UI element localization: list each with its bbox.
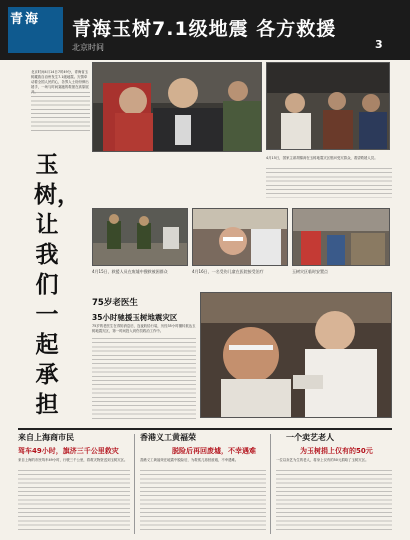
column-1-byline: 来自上海商市民 xyxy=(18,432,74,442)
page-number: 3 xyxy=(375,38,383,51)
column-divider-1 xyxy=(134,434,135,534)
intro-text-block xyxy=(31,92,90,132)
vertical-title: 玉树，让我们一起承担 xyxy=(34,152,80,418)
section-title: 青海 xyxy=(10,12,41,27)
rescue-photo-image xyxy=(267,63,390,150)
headline: 青海玉树7.1级地震 各方救援 xyxy=(72,18,337,40)
column-1-body-block xyxy=(18,470,130,532)
row-photo-3-image xyxy=(293,209,390,266)
column-2-body: 香港义工黄福荣在地震中脱险后，为救孤儿再回废墟，不幸遇难。 xyxy=(140,458,239,462)
doctor-photo-caption xyxy=(320,419,392,425)
intro-text: 北京时间4月14日7时49分，青海省玉树藏族自治州发生7.1级地震。灾情牵动着全国人民的心，各界人士纷纷伸出援手，一场与时间赛跑的救援在高原展开。 xyxy=(31,70,89,94)
doctor-story-body: 75岁的老医生在得知消息后，连夜收拾行装，历经35小时辗转抵达玉树地震灾区，第一时间投入到伤员救治工作中。 xyxy=(92,324,196,333)
doctor-photo-image xyxy=(201,293,392,418)
column-2-body-block xyxy=(140,470,266,532)
column-1-subhead: 驾车49小时，旗济三千公里救灾 xyxy=(18,447,119,455)
main-photo xyxy=(92,62,262,152)
rescue-photo xyxy=(266,62,390,150)
main-photo-image xyxy=(93,63,262,152)
column-2-byline: 香港义工黄福荣 xyxy=(140,432,196,442)
row-caption-1: 4月15日，救援人员在废墟中搜救被困群众 xyxy=(92,269,168,274)
top-right-text: 4月15日，国家主席胡锦涛在玉树地震灾区慰问受灾群众，看望救援人员。 xyxy=(266,156,378,160)
section-divider xyxy=(18,428,392,430)
doctor-story-title xyxy=(92,296,198,323)
column-3-body: 一位以卖艺为生的老人，将身上仅有的50元捐给了玉树灾区。 xyxy=(276,458,369,462)
doctor-title-line1: 75岁老医生 xyxy=(92,298,138,308)
doctor-photo xyxy=(200,292,392,418)
dateline: 北京时间 xyxy=(72,43,104,52)
column-2-subhead: 脱险后再回废墟，不幸遇难 xyxy=(172,447,256,455)
column-3-body-block xyxy=(276,470,392,532)
top-right-text-block xyxy=(266,168,392,198)
doctor-title-line2: 35小时驰援玉树地震灾区 xyxy=(92,313,178,322)
row-photo-1 xyxy=(92,208,188,266)
row-caption-3: 玉树灾区临时安置点 xyxy=(292,269,328,274)
row-photo-2-image xyxy=(193,209,288,266)
row-photo-3 xyxy=(292,208,390,266)
row-photo-1-image xyxy=(93,209,188,266)
column-divider-2 xyxy=(270,434,271,534)
row-photo-2 xyxy=(192,208,288,266)
column-1-body: 来自上海的市民驾车49小时，行驶三千公里，将救灾物资送到玉树灾区。 xyxy=(18,458,128,462)
doctor-story-body-block xyxy=(92,338,196,422)
column-3-byline: 一个卖艺老人 xyxy=(286,432,334,442)
row-caption-2: 4月16日，一名受伤儿童在医院接受治疗 xyxy=(192,269,264,274)
column-3-subhead: 为玉树捐上仅有的50元 xyxy=(300,447,373,455)
